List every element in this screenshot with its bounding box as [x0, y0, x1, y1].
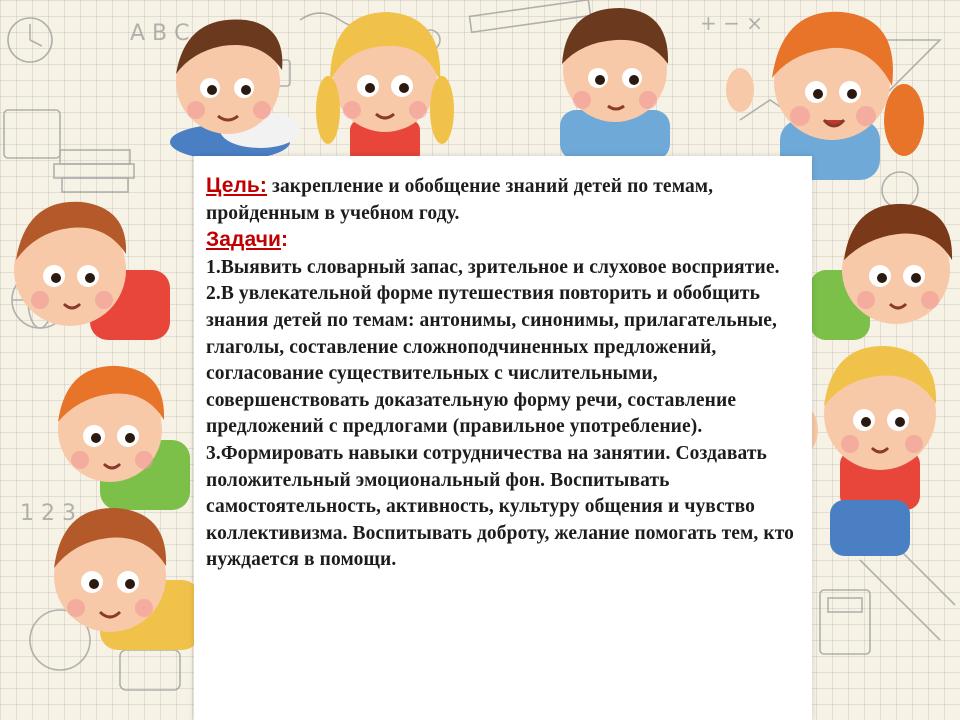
- tasks-colon: :: [281, 228, 289, 252]
- task-item-2: 2.В увлекательной форме путешествия повторить и обобщить знания детей по темам: антонимы, синонимы, прилагательные, глаголы, составление сложноподчиненных предложений, согласование существительных с числительными, совершенствовать доказательную форму речи, составление предложений с предлогами (правильное употребление).: [206, 283, 777, 438]
- svg-text:1 2 3: 1 2 3: [20, 501, 76, 526]
- task-item-3: 3.Формировать навыки сотрудничества на занятии. Создавать положительный эмоциональный фон. Воспитывать самостоятельность, активность, культуру общения и чувство коллективизма. Воспитывать доброту, желание помогать тем, кто нуждается в помощи.: [206, 442, 794, 571]
- girl-right-upper: [800, 190, 960, 350]
- slide-text: [206, 173, 806, 574]
- boy-left-lower: [20, 490, 210, 670]
- task-item-1: 1.Выявить словарный запас, зрительное и слуховое восприятие.: [206, 256, 780, 278]
- goal-text: закрепление и обобщение знаний детей по темам, пройденным в учебном году.: [206, 176, 714, 224]
- girl-blonde-top: [300, 0, 470, 170]
- svg-text:A B C: A B C: [130, 21, 190, 46]
- svg-text:+ − ×: + − ×: [700, 11, 763, 35]
- goal-paragraph: [206, 173, 806, 227]
- tasks-heading: [206, 227, 806, 255]
- boy-top-center: [530, 0, 700, 160]
- tasks-label: Задачи: [206, 228, 282, 252]
- goal-label: Цель:: [206, 174, 268, 197]
- boy-top-left: [140, 4, 320, 164]
- girl-left-upper: [0, 190, 200, 360]
